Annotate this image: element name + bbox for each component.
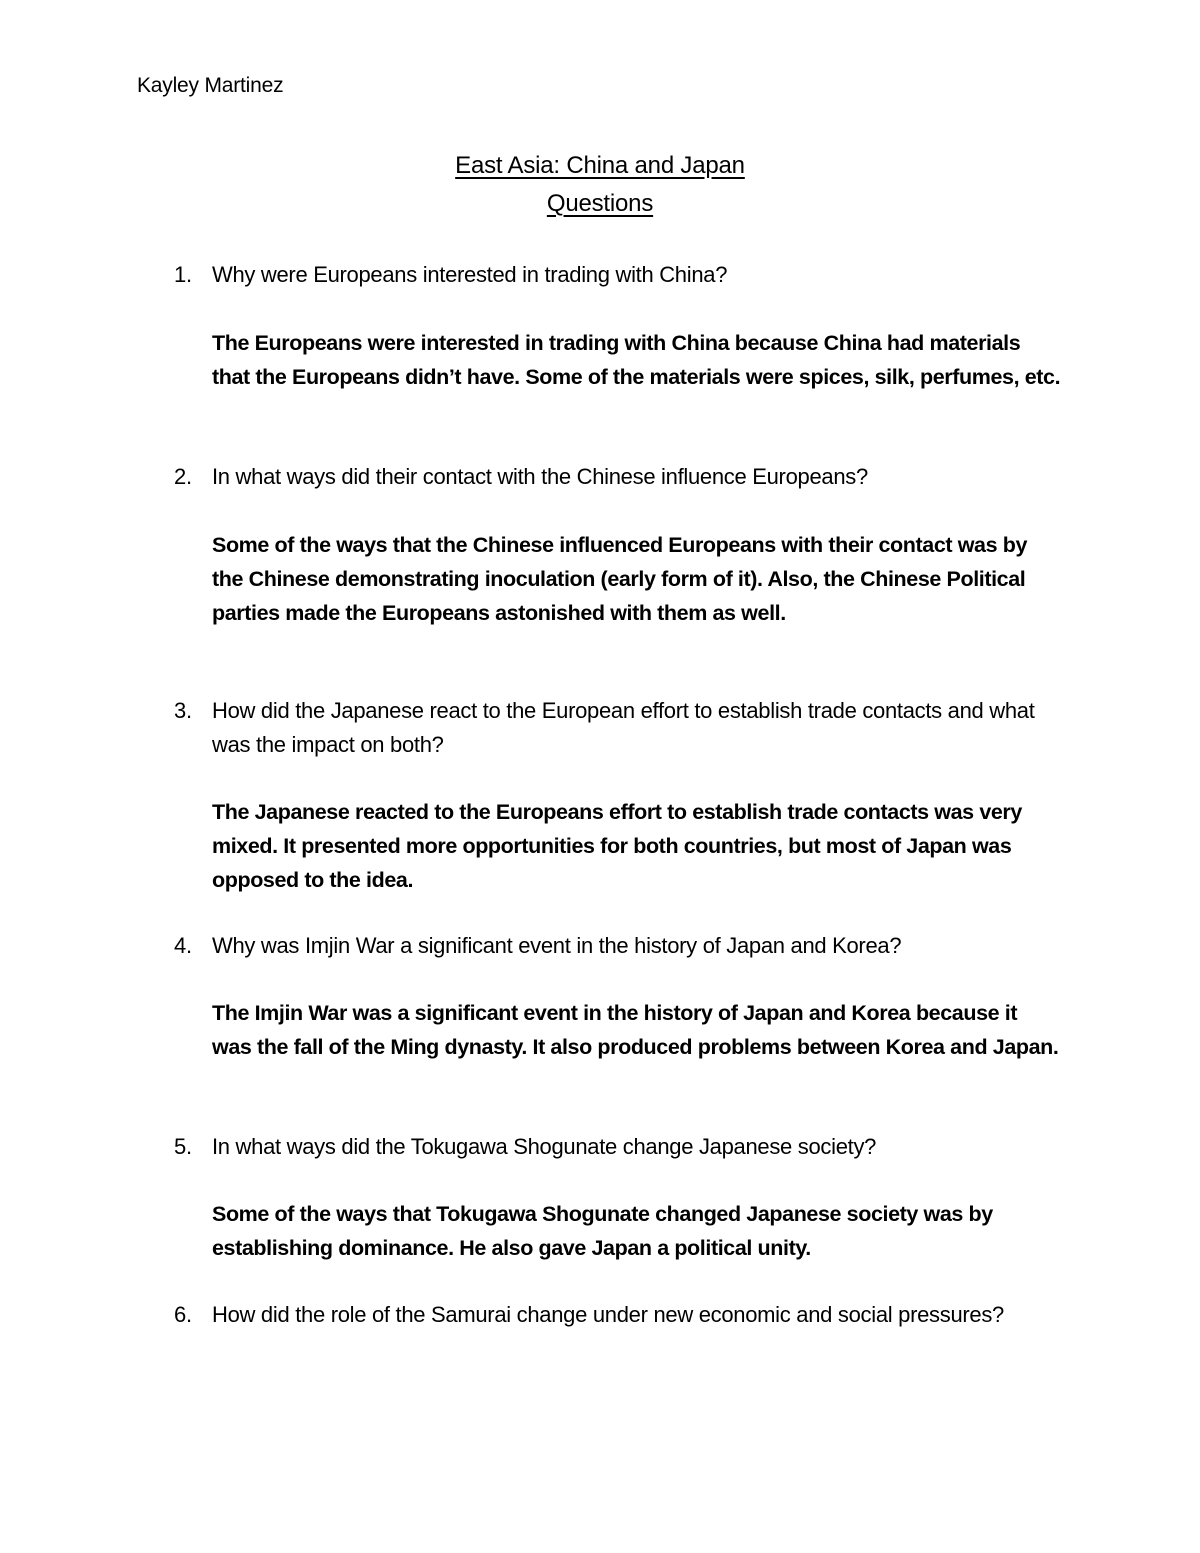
- answer-text: The Japanese reacted to the Europeans effort to establish trade contacts was very mixed. It presented more opportunities for both countries, but most of Japan was opposed to the idea.: [212, 800, 1022, 892]
- question-text: In what ways did the Tokugawa Shogunate change Japanese society?: [212, 1134, 877, 1159]
- question-text: How did the Japanese react to the European effort to establish trade contacts and what was the impact on both?: [212, 698, 1035, 757]
- answer-text: Some of the ways that the Chinese influenced Europeans with their contact was by the Chinese demonstrating inoculation (early form of it). Also, the Chinese Political parties made the Europeans astonished with them as well.: [212, 533, 1028, 625]
- author-name: Kayley Martinez: [137, 74, 284, 97]
- question-text: In what ways did their contact with the Chinese influence Europeans?: [212, 464, 868, 489]
- question-text: Why was Imjin War a significant event in the history of Japan and Korea?: [212, 933, 902, 958]
- question-text: How did the role of the Samurai change under new economic and social pressures?: [212, 1302, 1004, 1327]
- title-line-2: Questions: [546, 190, 654, 217]
- question-number: 2.: [174, 464, 192, 489]
- question-text: Why were Europeans interested in trading with China?: [212, 262, 728, 287]
- document-title: [0, 147, 1200, 223]
- answer-text: The Imjin War was a significant event in the history of Japan and Korea because it was the fall of the Ming dynasty. It also produced problems between Korea and Japan.: [212, 1001, 1059, 1059]
- title-line-1: East Asia: China and Japan: [455, 152, 745, 179]
- question-number: 4.: [174, 933, 192, 958]
- question-number: 6.: [174, 1302, 192, 1327]
- question-number: 1.: [174, 262, 192, 287]
- answer-text: The Europeans were interested in trading with China because China had materials that the Europeans didn’t have. Some of the materials were spices, silk, perfumes, etc.: [212, 331, 1061, 389]
- question-number: 3.: [174, 698, 192, 723]
- answer-text: Some of the ways that Tokugawa Shogunate changed Japanese society was by establishing dominance. He also gave Japan a political unity.: [212, 1202, 993, 1260]
- question-number: 5.: [174, 1134, 192, 1159]
